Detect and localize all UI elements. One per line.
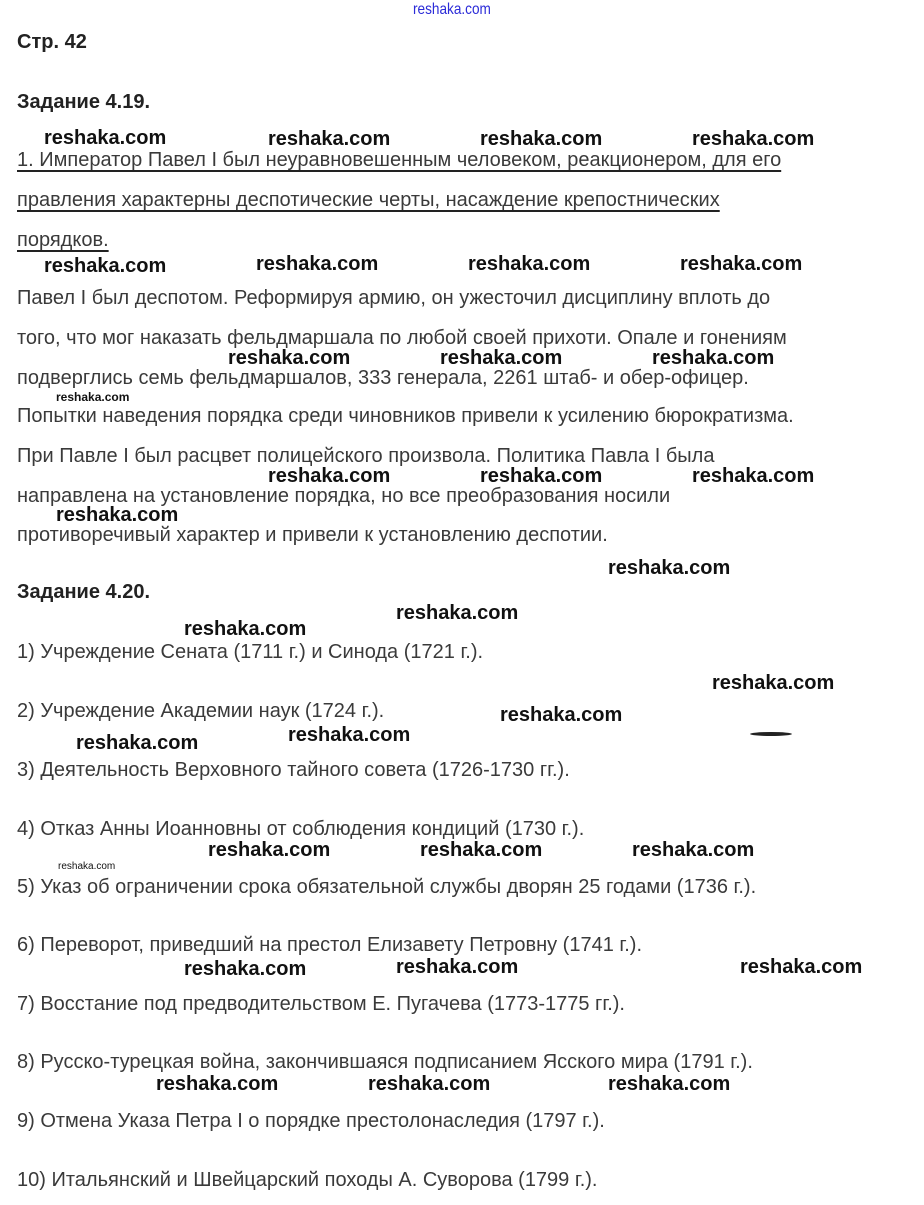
watermark: reshaka.com <box>480 465 603 487</box>
list-item: 4) Отказ Анны Иоанновны от соблюдения кондиций (1730 г.). <box>17 818 585 840</box>
watermark: reshaka.com <box>256 253 379 275</box>
list-item: 2) Учреждение Академии наук (1724 г.). <box>17 700 385 722</box>
watermark: reshaka.com <box>184 958 307 980</box>
ink-smudge <box>750 732 792 736</box>
watermark: reshaka.com <box>268 128 391 150</box>
watermark: reshaka.com <box>608 557 731 579</box>
watermark: reshaka.com <box>468 253 591 275</box>
watermark: reshaka.com <box>692 128 815 150</box>
watermark: reshaka.com <box>44 127 167 149</box>
list-item: 1) Учреждение Сената (1711 г.) и Синода (1721 г.). <box>17 641 484 663</box>
watermark: reshaka.com <box>413 1 491 18</box>
watermark: reshaka.com <box>396 956 519 978</box>
watermark: reshaka.com <box>608 1073 731 1095</box>
watermark: reshaka.com <box>56 390 130 404</box>
watermark: reshaka.com <box>156 1073 279 1095</box>
watermark: reshaka.com <box>712 672 835 694</box>
paragraph-line: подверглись семь фельдмаршалов, 333 генерала, 2261 штаб- и обер-офицер. <box>17 367 749 389</box>
watermark: reshaka.com <box>740 956 863 978</box>
answer-line: правления характерны деспотические черты, насаждение крепостнических <box>17 189 720 211</box>
task-4-19-title: Задание 4.19. <box>17 91 151 113</box>
watermark: reshaka.com <box>440 347 563 369</box>
list-item: 3) Деятельность Верховного тайного совета (1726-1730 гг.). <box>17 759 570 781</box>
watermark: reshaka.com <box>288 724 411 746</box>
list-item: 8) Русско-турецкая война, закончившаяся подписанием Ясского мира (1791 г.). <box>17 1051 753 1073</box>
watermark: reshaka.com <box>268 465 391 487</box>
watermark: reshaka.com <box>208 839 331 861</box>
watermark: reshaka.com <box>56 504 179 526</box>
paragraph-line: При Павле I был расцвет полицейского произвола. Политика Павла I была <box>17 445 715 467</box>
watermark: reshaka.com <box>184 618 307 640</box>
list-item: 9) Отмена Указа Петра I о порядке престолонаследия (1797 г.). <box>17 1110 605 1132</box>
list-item: 7) Восстание под предводительством Е. Пугачева (1773-1775 гг.). <box>17 993 625 1015</box>
watermark: reshaka.com <box>228 347 351 369</box>
watermark: reshaka.com <box>44 255 167 277</box>
watermark: reshaka.com <box>692 465 815 487</box>
paragraph-line: противоречивый характер и привели к установлению деспотии. <box>17 524 608 546</box>
answer-line: 1. Император Павел I был неуравновешенным человеком, реакционером, для его <box>17 149 782 171</box>
paragraph-line: направлена на установление порядка, но все преобразования носили <box>17 485 671 507</box>
paragraph-line: того, что мог наказать фельдмаршала по любой своей прихоти. Опале и гонениям <box>17 327 787 349</box>
watermark: reshaka.com <box>420 839 543 861</box>
watermark: reshaka.com <box>76 732 199 754</box>
watermark: reshaka.com <box>396 602 519 624</box>
list-item: 6) Переворот, приведший на престол Елизавету Петровну (1741 г.). <box>17 934 643 956</box>
watermark: reshaka.com <box>500 704 623 726</box>
watermark: reshaka.com <box>632 839 755 861</box>
watermark: reshaka.com <box>680 253 803 275</box>
page-label: Стр. 42 <box>17 31 87 53</box>
list-item: 10) Итальянский и Швейцарский походы А. Суворова (1799 г.). <box>17 1169 598 1191</box>
answer-line: порядков. <box>17 229 109 251</box>
paragraph-line: Павел I был деспотом. Реформируя армию, он ужесточил дисциплину вплоть до <box>17 287 771 309</box>
watermark: reshaka.com <box>480 128 603 150</box>
watermark: reshaka.com <box>368 1073 491 1095</box>
watermark: reshaka.com <box>652 347 775 369</box>
watermark: reshaka.com <box>58 861 116 872</box>
list-item: 5) Указ об ограничении срока обязательной службы дворян 25 годами (1736 г.). <box>17 876 757 898</box>
task-4-20-title: Задание 4.20. <box>17 581 151 603</box>
paragraph-line: Попытки наведения порядка среди чиновников привели к усилению бюрократизма. <box>17 405 794 427</box>
